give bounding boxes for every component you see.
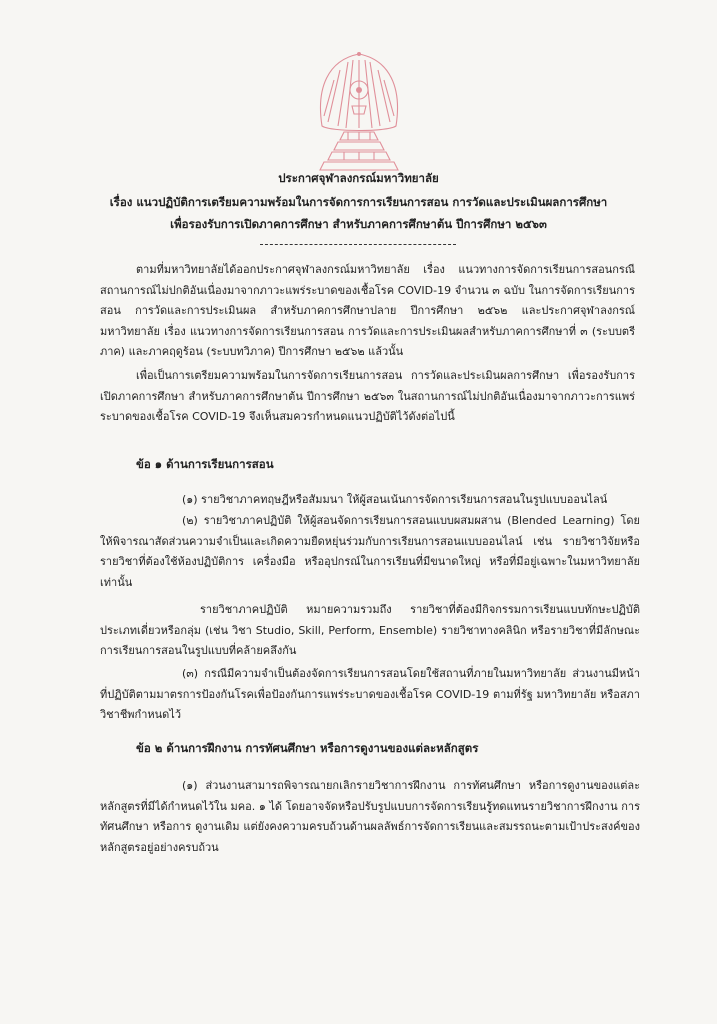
paragraph-purpose: เพื่อเป็นการเตรียมความพร้อมในการจัดการเรียนการสอน การวัดและประเมินผลการศึกษา เพื่อรองรับการเปิดภาคการศึกษา สำหรับภาคการศึกษาต้น ปีการศึกษา ๒๕๖๓ ในสถานการณ์ไม่ปกติอันเนื่องมาจากภาวะการแพร่ระบาดของเชื้อโรค COVID-19 จึงเห็นสมควรกำหนดแนวปฏิบัติไว้ดังต่อไปนี้ [100, 369, 635, 423]
document-title: ประกาศจุฬาลงกรณ์มหาวิทยาลัย [278, 171, 439, 185]
document-subject: เรื่อง แนวปฏิบัติการเตรียมความพร้อมในการจัดการการเรียนการสอน การวัดและประเมินผลการศึกษา [109, 195, 608, 209]
clause-2-1: (๑) ส่วนงานสามารถพิจารณายกเลิกรายวิชาการฝึกงาน การทัศนศึกษา หรือการดูงานของแต่ละหลักสูตรที่มีได้กำหนดไว้ใน มคอ. ๑ ได้ โดยอาจจัดหรือปรับรูปแบบการจัดการเรียนรู้ทดแทนรายวิชาการฝึกงาน การทัศนศึกษา หรือการ ดูงานเดิม แต่ยังคงความครบถ้วนด้านผลลัพธ์การจัดการเรียนและสมรรถนะตามเป้าประสงค์ของหลักสูตรอยู่อย่างครบถ้วน [100, 779, 640, 854]
clause-1-3: (๓) กรณีมีความจำเป็นต้องจัดการเรียนการสอนโดยใช้สถานที่ภายในมหาวิทยาลัย ส่วนงานมีหน้าที่ปฏิบัติตามมาตรการป้องกันโรคเพื่อป้องกันการแพร่ระบาดของเชื้อโรค COVID-19 ตามที่รัฐ มหาวิทยาลัย หรือสภาวิชาชีพกำหนดไว้ [100, 667, 640, 721]
clause-1-2: (๒) รายวิชาภาคปฏิบัติ ให้ผู้สอนจัดการเรียนการสอนแบบผสมผสาน (Blended Learning) โดยให้พิจารณาสัดส่วนความจำเป็นและเกิดความยืดหยุ่นร่วมกับการเรียนการสอนแบบออนไลน์ เช่น รายวิชาวิจัยหรือรายวิชาที่ต้องใช้ห้องปฏิบัติการ เครื่องมือ หรืออุปกรณ์ในการเรียนที่มีขนาดใหญ่ หรือที่มีอยู่เฉพาะในมหาวิทยาลัยเท่านั้น [100, 514, 640, 589]
document-subject-line2: เพื่อรองรับการเปิดภาคการศึกษา สำหรับภาคการศึกษาต้น ปีการศึกษา ๒๕๖๓ [170, 217, 547, 231]
clause-1-2-definition: รายวิชาภาคปฏิบัติ หมายความรวมถึง รายวิชาที่ต้องมีกิจกรรมการเรียนแบบทักษะปฏิบัติ ประเภทเดี่ยวหรือกลุ่ม (เช่น วิชา Studio, Skill, Perform, Ensemble) รายวิชาทางคลินิก หรือรายวิชาที่มีลักษณะการเรียนการสอนในรูปแบบที่คล้ายคลึงกัน [100, 603, 640, 657]
university-seal-icon [308, 48, 410, 176]
section-heading-teaching: ข้อ ๑ ด้านการเรียนการสอน [136, 457, 274, 471]
header-divider [260, 244, 456, 245]
clause-1-1: (๑) รายวิชาภาคทฤษฎีหรือสัมมนา ให้ผู้สอนเน้นการจัดการเรียนการสอนในรูปแบบออนไลน์ [182, 493, 608, 506]
paragraph-background: ตามที่มหาวิทยาลัยได้ออกประกาศจุฬาลงกรณ์มหาวิทยาลัย เรื่อง แนวทางการจัดการเรียนการสอนกรณีสถานการณ์ไม่ปกติอันเนื่องมาจากภาวะแพร่ระบาดของเชื้อโรค COVID-19 จำนวน ๓ ฉบับ ในการจัดการเรียนการสอน การวัดและการประเมินผล สำหรับภาคการศึกษาปลาย ปีการศึกษา ๒๕๖๒ และประกาศจุฬาลงกรณ์มหาวิทยาลัย เรื่อง แนวทางการจัดการเรียนการสอน การวัดและการประเมินผลสำหรับภาคการศึกษาที่ ๓ (ระบบตรีภาค) และภาคฤดูร้อน (ระบบทวิภาค) ปีการศึกษา ๒๕๖๒ แล้วนั้น [100, 263, 635, 358]
section-heading-internship: ข้อ ๒ ด้านการฝึกงาน การทัศนศึกษา หรือการดูงานของแต่ละหลักสูตร [136, 741, 479, 755]
